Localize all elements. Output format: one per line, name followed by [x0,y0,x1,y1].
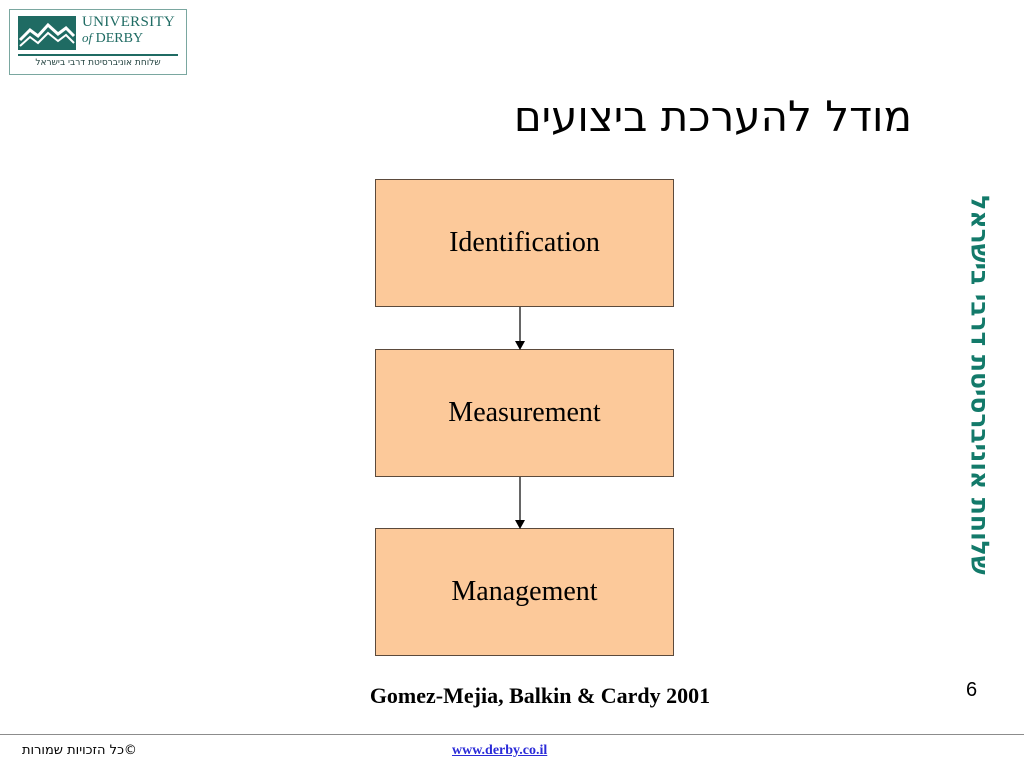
logo-tagline: שלוחת אוניברסיטת דרבי בישראל [35,58,161,68]
logo-divider [18,54,178,56]
logo-derby-name: DERBY [95,31,144,46]
university-logo [9,9,187,75]
citation: Gomez-Mejia, Balkin & Cardy 2001 [369,683,711,708]
page-number: 6 [966,679,978,701]
copyright-text: ©כל הזכויות שמורות [22,743,137,758]
mountains-logo-icon [18,16,76,50]
slide-title: מודל להערכת ביצועים [513,92,912,141]
arrow-measurement-to-management [515,477,525,529]
logo-university-text: UNIVERSITY [82,14,175,30]
step-box-identification: Identification [375,179,674,307]
vertical-side-text [960,150,1000,620]
logo-of-text: of [82,30,93,45]
logo-derby-text [82,30,143,46]
footer-divider [0,734,1024,735]
vertical-side-label: שלוחת אוניברסיטת דרבי בישראל [965,195,995,575]
arrow-identification-to-measurement [515,307,525,350]
step-box-measurement: Measurement [375,349,674,477]
step-box-management: Management [375,528,674,656]
website-link[interactable]: www.derby.co.il [452,743,548,758]
